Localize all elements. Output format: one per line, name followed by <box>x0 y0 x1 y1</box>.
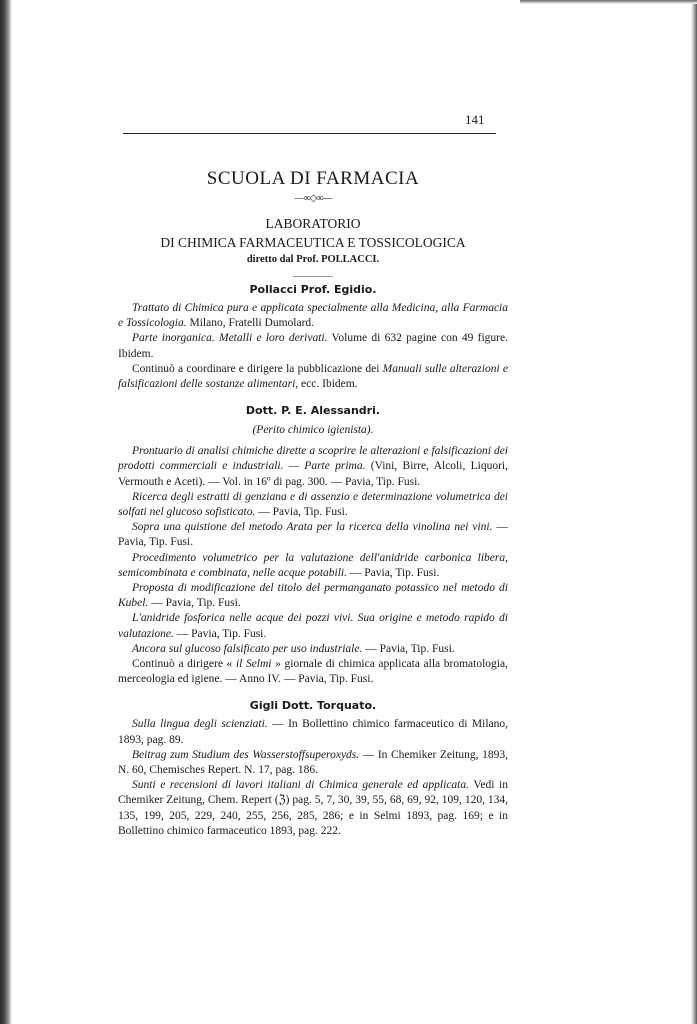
entry-title: Beitrag zum Studium des Wasserstoffsuperoxyds. <box>132 748 360 761</box>
entry-title: il Selmi <box>235 658 272 671</box>
short-rule <box>293 276 333 277</box>
school-title: SCUOLA DI FARMACIA <box>206 168 420 189</box>
page-content <box>118 168 508 839</box>
publication-sections <box>118 281 508 839</box>
author-heading: Gigli Dott. Torquato. <box>249 699 377 713</box>
publication-entry <box>118 301 508 331</box>
entry-details: — Pavia, Tip. Fusi. <box>148 597 241 610</box>
entry-details: ecc. Ibidem. <box>298 378 358 391</box>
entry-details: — Pavia, Tip. Fusi. <box>347 566 440 579</box>
publication-entry <box>118 717 508 747</box>
publication-entry <box>118 657 508 687</box>
author-heading: Pollacci Prof. Egidio. <box>249 283 377 296</box>
entry-details: — Pavia, Tip. Fusi. <box>362 642 455 655</box>
entry-prefix: Continuò a coordinare e dirigere la pubblicazione dei <box>132 362 383 375</box>
entry-title: Proposta di modificazione del titolo del permanganato potassico nel metodo di Kubel. <box>118 582 508 610</box>
entry-details: Vedi in Chemiker Zeitung, Chem. Repert (ℨ) pag. 5, 7, 30, 39, 55, 68, 69, 92, 109, 120, 134, 135, 199, 205, 229, 240, 255, 256, 285, 286; e in Selmi 1893, pag. 169; e in Bollettino chimico farmaceutico 1893, pag. 222. <box>118 779 508 837</box>
entry-details: — In Chemiker Zeitung, 1893, N. 60, Chemisches Repert. N. 17, pag. 186. <box>118 748 509 777</box>
section-gap <box>118 687 508 693</box>
header-rule <box>123 133 496 134</box>
publication-entry <box>118 362 508 392</box>
entry-title: Trattato di Chimica pura e applicata specialmente alla Medicina, alla Farmacia e Tossicologia. <box>118 302 508 330</box>
entry-title: Parte inorganica. Metalli e loro derivati. <box>132 332 328 345</box>
publication-entry <box>118 551 508 581</box>
page-top-edge <box>520 0 697 4</box>
entry-title: Sunti e recensioni di lavori italiani di Chimica generale ed applicata. <box>132 779 469 792</box>
lab-director: diretto dal Prof. POLLACCI. <box>246 254 380 265</box>
entry-title: Procedimento volumetrico per la valutazione dell'anidride carbonica libera, semicombinata e combinata, nelle acque potabili. <box>118 551 508 579</box>
publication-entry <box>118 611 508 641</box>
entry-title: Manuali sulle alterazioni e falsificazioni delle sostanze alimentari, <box>118 362 508 391</box>
entry-details: — Pavia, Tip. Fusi. <box>255 506 348 519</box>
publication-entry <box>118 444 508 490</box>
publication-entry <box>118 520 508 550</box>
entry-details: — Pavia, Tip. Fusi. <box>118 521 508 549</box>
author-heading: Dott. P. E. Alessandri. <box>245 404 381 418</box>
publication-entry <box>118 581 508 611</box>
entry-title: Ricerca degli estratti di genziana e di assenzio e determinazione volumetrica dei solfati nel glucoso sofisticato. <box>118 490 508 519</box>
publication-entry <box>118 490 508 520</box>
section-gap <box>118 392 508 398</box>
author-note: (Perito chimico igienista). <box>252 424 374 437</box>
entry-details: (Vini, Birre, Alcoli, Liquori, Vermouth e Aceti). — Vol. in 16º di pag. 300. — Pavia, Tip. Fusi. <box>118 460 508 488</box>
ornament-divider: —∞◇∞— <box>294 193 332 204</box>
entry-title: Prontuario di analisi chimiche dirette a scoprire le alterazioni e falsificazioni dei prodotti commerciali e industriali. — Parte prima. <box>118 445 508 473</box>
lab-subtitle: DI CHIMICA FARMACEUTICA E TOSSICOLOGICA <box>160 235 466 250</box>
entry-title: Sulla lingua degli scienziati. <box>132 718 268 731</box>
publication-entry <box>118 331 508 361</box>
entry-details: — In Bollettino chimico farmaceutico di Milano, 1893, pag. 89. <box>118 718 508 746</box>
lab-title: LABORATORIO <box>265 216 361 231</box>
entry-title: Sopra una quistione del metodo Arata per la ricerca della vinolina nei vini. <box>132 521 493 534</box>
page-binding-left <box>0 0 12 1024</box>
publication-entry <box>118 778 508 839</box>
publication-entry <box>118 748 508 778</box>
entry-title: L'anidride fosforica nelle acque dei pozzi vivi. Sua origine e metodo rapido di valutazione. <box>118 612 508 640</box>
entry-details: Volume di 632 pagine con 49 figure. Ibidem. <box>118 332 508 360</box>
page-number: 141 <box>465 112 485 127</box>
entry-details: » giornale di chimica applicata alla bromatologia, merceologia ed igiene. — Anno IV. — Pavia, Tip. Fusi. <box>118 658 508 686</box>
entry-prefix: Continuò a dirigere « <box>132 658 236 671</box>
entry-details: — Pavia, Tip. Fusi. <box>173 627 267 640</box>
entry-title: Ancora sul glucoso falsificato per uso industriale. <box>132 642 363 655</box>
entry-details: Milano, Fratelli Dumolard. <box>186 317 315 330</box>
publication-entry <box>118 642 508 657</box>
page-binding-right <box>691 0 697 1024</box>
